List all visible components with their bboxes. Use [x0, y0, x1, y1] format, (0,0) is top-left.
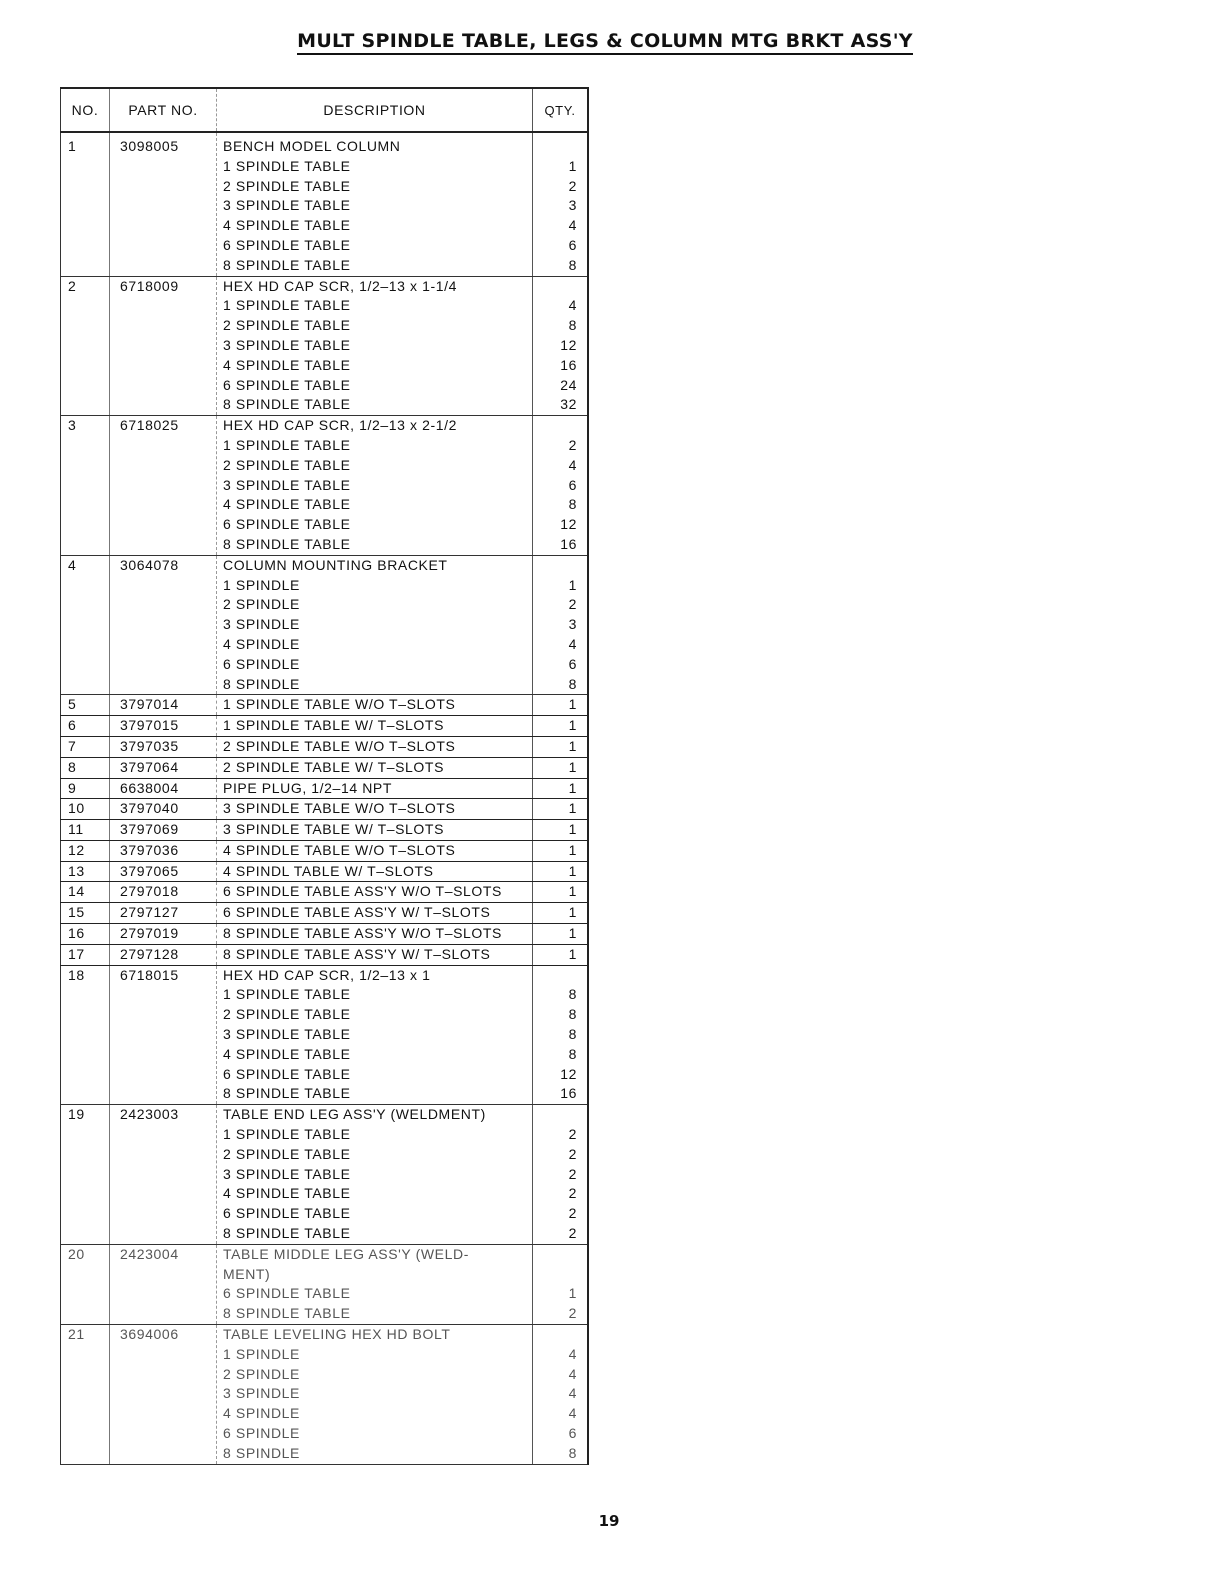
part-number: 3797040	[110, 799, 217, 820]
description-cell	[217, 736, 533, 757]
parts-table	[60, 87, 589, 1465]
item-number: 4	[61, 555, 110, 695]
description-cell	[217, 276, 533, 416]
description-line: 1 SPINDLE	[223, 576, 300, 593]
description-line: 1 SPINDLE TABLE	[223, 297, 351, 314]
quantity-value: 2	[568, 596, 577, 613]
description-line: 3 SPINDLE TABLE	[223, 1165, 351, 1182]
description-line: 2 SPINDLE	[223, 596, 300, 613]
quantity-value: 4	[568, 1365, 577, 1382]
item-number: 14	[61, 882, 110, 903]
description-cell	[217, 132, 533, 276]
table-row	[61, 132, 589, 276]
quantity-value: 8	[568, 1444, 577, 1461]
quantity-value	[533, 416, 577, 436]
description-line: COLUMN MOUNTING BRACKET	[223, 556, 448, 573]
description-line: PIPE PLUG, 1/2–14 NPT	[223, 779, 393, 796]
description-line: 2 SPINDLE TABLE	[223, 1006, 351, 1023]
description-cell	[217, 1325, 533, 1465]
quantity-cell	[533, 416, 589, 556]
quantity-value: 2	[568, 1305, 577, 1322]
quantity-value: 1	[568, 841, 577, 858]
parts-table-body	[61, 132, 589, 1464]
quantity-value: 1	[568, 821, 577, 838]
table-row	[61, 695, 589, 716]
description-line: HEX HD CAP SCR, 1/2–13 x 1	[223, 966, 431, 983]
quantity-value: 4	[568, 297, 577, 314]
quantity-value: 2	[568, 1185, 577, 1202]
part-number: 3797065	[110, 861, 217, 882]
quantity-cell	[533, 944, 589, 965]
item-number: 17	[61, 944, 110, 965]
quantity-value: 1	[568, 862, 577, 879]
description-line: 8 SPINDLE	[223, 1444, 300, 1461]
description-line: 4 SPINDL TABLE W/ T–SLOTS	[223, 862, 434, 879]
description-line: 2 SPINDLE TABLE	[223, 456, 351, 473]
quantity-value: 16	[560, 356, 577, 373]
description-line: 8 SPINDLE TABLE	[223, 256, 351, 273]
table-row	[61, 924, 589, 945]
header-qty: QTY.	[533, 88, 589, 132]
part-number: 3694006	[110, 1325, 217, 1465]
quantity-value: 4	[568, 1385, 577, 1402]
description-line: 4 SPINDLE TABLE	[223, 1185, 351, 1202]
part-number: 3064078	[110, 555, 217, 695]
description-line: 4 SPINDLE TABLE W/O T–SLOTS	[223, 841, 456, 858]
quantity-value: 8	[568, 1026, 577, 1043]
description-line: 6 SPINDLE TABLE	[223, 1205, 351, 1222]
table-row	[61, 820, 589, 841]
description-line: TABLE MIDDLE LEG ASS'Y (WELD-	[223, 1245, 469, 1262]
table-row	[61, 736, 589, 757]
part-number: 3797015	[110, 716, 217, 737]
description-line: 1 SPINDLE TABLE	[223, 157, 351, 174]
item-number: 20	[61, 1244, 110, 1324]
quantity-value: 6	[568, 476, 577, 493]
quantity-value: 2	[568, 1126, 577, 1143]
description-line: 2 SPINDLE TABLE	[223, 1145, 351, 1162]
description-line: 4 SPINDLE TABLE	[223, 217, 351, 234]
part-number: 3797036	[110, 840, 217, 861]
quantity-value: 1	[568, 157, 577, 174]
table-row	[61, 1105, 589, 1245]
quantity-value: 12	[560, 336, 577, 353]
quantity-value: 4	[568, 635, 577, 652]
quantity-cell	[533, 276, 589, 416]
quantity-value: 2	[568, 1145, 577, 1162]
item-number: 2	[61, 276, 110, 416]
quantity-value: 1	[568, 737, 577, 754]
description-line: 4 SPINDLE	[223, 1405, 300, 1422]
quantity-value: 2	[568, 1165, 577, 1182]
quantity-value: 1	[568, 1285, 577, 1302]
description-line: 6 SPINDLE TABLE	[223, 1065, 351, 1082]
item-number: 18	[61, 965, 110, 1105]
item-number: 16	[61, 924, 110, 945]
description-line: 2 SPINDLE TABLE	[223, 177, 351, 194]
quantity-cell	[533, 924, 589, 945]
description-cell	[217, 416, 533, 556]
quantity-cell	[533, 555, 589, 695]
description-line: TABLE LEVELING HEX HD BOLT	[223, 1326, 451, 1343]
description-line: 8 SPINDLE TABLE	[223, 1085, 351, 1102]
part-number: 3098005	[110, 132, 217, 276]
quantity-value: 12	[560, 1065, 577, 1082]
table-row	[61, 778, 589, 799]
quantity-value: 8	[568, 317, 577, 334]
description-line: 6 SPINDLE	[223, 655, 300, 672]
description-line: 2 SPINDLE	[223, 1365, 300, 1382]
table-row	[61, 716, 589, 737]
description-line: 8 SPINDLE TABLE ASS'Y W/O T–SLOTS	[223, 925, 502, 942]
description-line: 2 SPINDLE TABLE	[223, 317, 351, 334]
quantity-value: 1	[568, 779, 577, 796]
quantity-value	[533, 1325, 577, 1345]
description-line: 1 SPINDLE TABLE	[223, 436, 351, 453]
description-cell	[217, 944, 533, 965]
quantity-cell	[533, 132, 589, 276]
part-number: 6638004	[110, 778, 217, 799]
description-cell	[217, 799, 533, 820]
table-row	[61, 757, 589, 778]
table-row	[61, 799, 589, 820]
quantity-value: 16	[560, 535, 577, 552]
description-line: 3 SPINDLE TABLE	[223, 1026, 351, 1043]
part-number: 2797018	[110, 882, 217, 903]
quantity-cell	[533, 965, 589, 1105]
quantity-value: 8	[568, 256, 577, 273]
quantity-value: 6	[568, 1425, 577, 1441]
description-line: 4 SPINDLE TABLE	[223, 496, 351, 513]
item-number: 19	[61, 1105, 110, 1245]
table-row	[61, 882, 589, 903]
quantity-value: 4	[568, 217, 577, 234]
item-number: 9	[61, 778, 110, 799]
description-cell	[217, 840, 533, 861]
description-line: 2 SPINDLE TABLE W/O T–SLOTS	[223, 737, 456, 754]
description-cell	[217, 965, 533, 1105]
quantity-value: 1	[568, 904, 577, 921]
description-cell	[217, 1105, 533, 1245]
description-cell	[217, 555, 533, 695]
description-line: 8 SPINDLE TABLE	[223, 1225, 351, 1242]
quantity-value	[533, 1105, 577, 1125]
description-cell	[217, 695, 533, 716]
description-line: 6 SPINDLE TABLE	[223, 376, 351, 393]
quantity-value	[533, 556, 577, 576]
description-cell	[217, 882, 533, 903]
quantity-value	[533, 966, 577, 986]
quantity-value: 1	[568, 696, 577, 713]
description-line: 1 SPINDLE	[223, 1345, 300, 1362]
description-line: 1 SPINDLE TABLE	[223, 986, 351, 1003]
quantity-cell	[533, 903, 589, 924]
description-line: 3 SPINDLE TABLE W/ T–SLOTS	[223, 821, 445, 838]
description-line: 8 SPINDLE TABLE	[223, 535, 351, 552]
description-line: 8 SPINDLE	[223, 675, 300, 692]
part-number: 2423004	[110, 1244, 217, 1324]
quantity-value: 4	[568, 1405, 577, 1422]
description-line: MENT)	[223, 1265, 271, 1282]
table-row	[61, 1244, 589, 1324]
quantity-cell	[533, 716, 589, 737]
description-line: 8 SPINDLE TABLE	[223, 396, 351, 413]
quantity-cell	[533, 799, 589, 820]
description-line: 8 SPINDLE TABLE ASS'Y W/ T–SLOTS	[223, 945, 491, 962]
page-title: MULT SPINDLE TABLE, LEGS & COLUMN MTG BRKT ASS'Y	[0, 30, 1210, 52]
quantity-value	[533, 277, 577, 297]
item-number: 7	[61, 736, 110, 757]
part-number: 6718015	[110, 965, 217, 1105]
table-header-row	[61, 88, 589, 132]
description-line: 6 SPINDLE TABLE	[223, 1285, 351, 1302]
description-line: 3 SPINDLE TABLE	[223, 336, 351, 353]
description-cell	[217, 1244, 533, 1324]
quantity-value: 2	[568, 177, 577, 194]
description-line: 3 SPINDLE TABLE W/O T–SLOTS	[223, 800, 456, 817]
description-line: 3 SPINDLE	[223, 616, 300, 633]
description-line: 6 SPINDLE TABLE	[223, 516, 351, 533]
description-line: 3 SPINDLE	[223, 1385, 300, 1402]
item-number: 3	[61, 416, 110, 556]
description-line: 1 SPINDLE TABLE	[223, 1126, 351, 1143]
description-cell	[217, 820, 533, 841]
item-number: 15	[61, 903, 110, 924]
description-line: 4 SPINDLE	[223, 635, 300, 652]
quantity-value	[533, 1245, 577, 1265]
description-cell	[217, 861, 533, 882]
quantity-value: 3	[568, 197, 577, 214]
quantity-cell	[533, 820, 589, 841]
item-number: 5	[61, 695, 110, 716]
description-line: 1 SPINDLE TABLE W/ T–SLOTS	[223, 717, 445, 734]
quantity-value: 2	[568, 436, 577, 453]
description-line: 6 SPINDLE TABLE ASS'Y W/ T–SLOTS	[223, 904, 491, 921]
description-cell	[217, 924, 533, 945]
quantity-value: 1	[568, 883, 577, 900]
quantity-value: 2	[568, 1205, 577, 1222]
quantity-value: 16	[560, 1085, 577, 1102]
quantity-value: 4	[568, 456, 577, 473]
item-number: 1	[61, 132, 110, 276]
item-number: 13	[61, 861, 110, 882]
description-line: 1 SPINDLE TABLE W/O T–SLOTS	[223, 696, 456, 713]
table-row	[61, 416, 589, 556]
quantity-value: 1	[568, 925, 577, 942]
table-row	[61, 903, 589, 924]
quantity-value: 1	[568, 758, 577, 775]
quantity-cell	[533, 840, 589, 861]
description-line: 8 SPINDLE TABLE	[223, 1305, 351, 1322]
description-line: TABLE END LEG ASS'Y (WELDMENT)	[223, 1106, 486, 1123]
description-line: BENCH MODEL COLUMN	[223, 138, 401, 154]
quantity-value: 8	[568, 1006, 577, 1023]
quantity-cell	[533, 882, 589, 903]
description-line: 6 SPINDLE	[223, 1425, 300, 1441]
description-cell	[217, 903, 533, 924]
description-line: 6 SPINDLE TABLE ASS'Y W/O T–SLOTS	[223, 883, 502, 900]
table-row	[61, 965, 589, 1105]
description-cell	[217, 757, 533, 778]
quantity-value: 4	[568, 1345, 577, 1362]
part-number: 3797064	[110, 757, 217, 778]
table-row	[61, 1325, 589, 1465]
item-number: 8	[61, 757, 110, 778]
item-number: 12	[61, 840, 110, 861]
quantity-value: 8	[568, 675, 577, 692]
part-number: 2423003	[110, 1105, 217, 1245]
description-line: 2 SPINDLE TABLE W/ T–SLOTS	[223, 758, 445, 775]
quantity-value: 6	[568, 655, 577, 672]
table-row	[61, 555, 589, 695]
description-cell	[217, 778, 533, 799]
quantity-value: 1	[568, 717, 577, 734]
description-line: 6 SPINDLE TABLE	[223, 236, 351, 253]
part-number: 3797014	[110, 695, 217, 716]
quantity-value: 8	[568, 1045, 577, 1062]
quantity-value: 2	[568, 1225, 577, 1242]
table-row	[61, 276, 589, 416]
item-number: 6	[61, 716, 110, 737]
quantity-value: 1	[568, 800, 577, 817]
quantity-value: 6	[568, 236, 577, 253]
quantity-cell	[533, 778, 589, 799]
part-number: 6718009	[110, 276, 217, 416]
quantity-value	[533, 137, 577, 157]
part-number: 2797128	[110, 944, 217, 965]
part-number: 2797019	[110, 924, 217, 945]
quantity-value: 24	[560, 376, 577, 393]
page-number: 19	[598, 1512, 620, 1530]
header-no: NO.	[61, 88, 110, 132]
quantity-value: 1	[568, 945, 577, 962]
item-number: 11	[61, 820, 110, 841]
part-number: 2797127	[110, 903, 217, 924]
quantity-value: 1	[568, 576, 577, 593]
part-number: 3797035	[110, 736, 217, 757]
quantity-value: 32	[560, 396, 577, 413]
item-number: 21	[61, 1325, 110, 1465]
quantity-value: 8	[568, 986, 577, 1003]
description-line: 4 SPINDLE TABLE	[223, 356, 351, 373]
table-row	[61, 944, 589, 965]
quantity-value: 8	[568, 496, 577, 513]
quantity-cell	[533, 736, 589, 757]
quantity-cell	[533, 695, 589, 716]
description-line: HEX HD CAP SCR, 1/2–13 x 1-1/4	[223, 277, 458, 294]
quantity-value: 3	[568, 616, 577, 633]
part-number: 3797069	[110, 820, 217, 841]
quantity-cell	[533, 1244, 589, 1324]
description-line: 3 SPINDLE TABLE	[223, 476, 351, 493]
quantity-cell	[533, 861, 589, 882]
description-line: 4 SPINDLE TABLE	[223, 1045, 351, 1062]
part-number: 6718025	[110, 416, 217, 556]
quantity-cell	[533, 1325, 589, 1465]
quantity-value: 12	[560, 516, 577, 533]
item-number: 10	[61, 799, 110, 820]
table-row	[61, 840, 589, 861]
quantity-cell	[533, 757, 589, 778]
description-line: HEX HD CAP SCR, 1/2–13 x 2-1/2	[223, 417, 458, 434]
quantity-cell	[533, 1105, 589, 1245]
table-row	[61, 861, 589, 882]
header-description: DESCRIPTION	[217, 88, 533, 132]
description-cell	[217, 716, 533, 737]
quantity-value	[533, 1265, 577, 1285]
description-line: 3 SPINDLE TABLE	[223, 197, 351, 214]
header-part-no: PART NO.	[110, 88, 217, 132]
